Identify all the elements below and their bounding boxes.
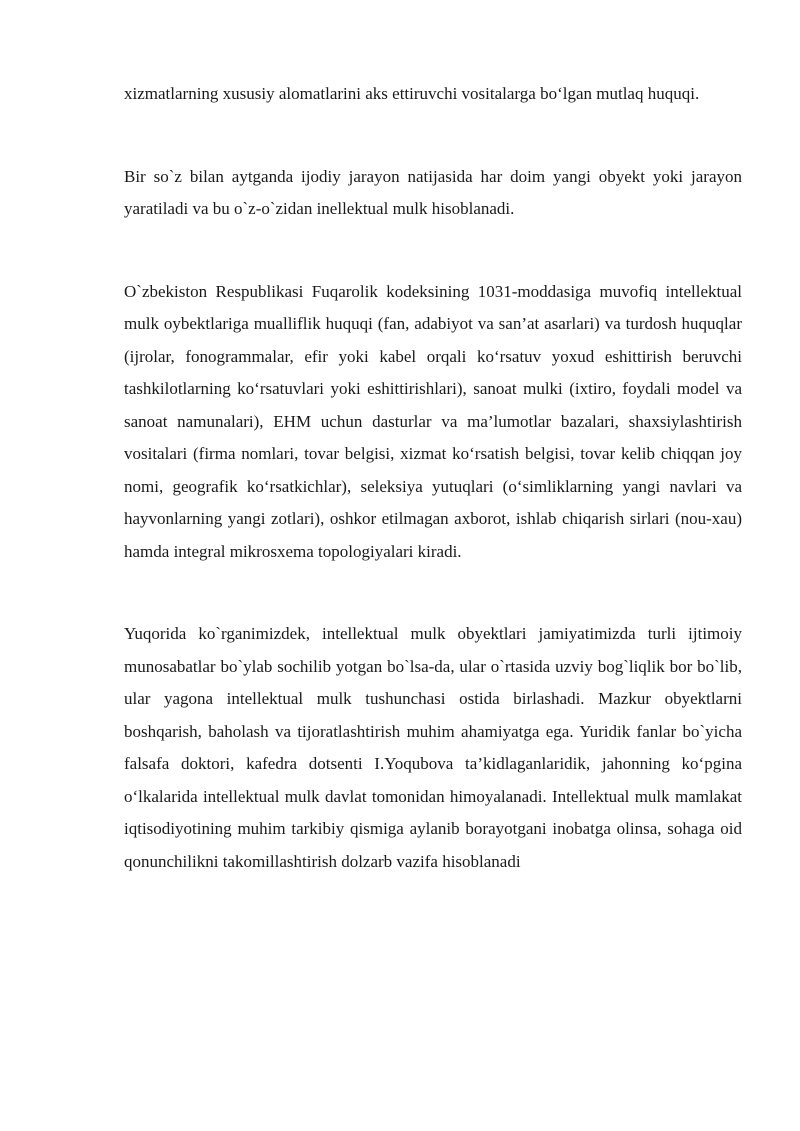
paragraph-1: xizmatlarning xususiy alomatlarini aks ettiruvchi vositalarga bo‘lgan mutlaq huquqi. <box>124 84 700 103</box>
paragraph-2: Bir so`z bilan aytganda ijodiy jarayon natijasida har doim yangi obyekt yoki jarayon yaratiladi va bu o`z-o`zidan inellektual mulk hisoblanadi. <box>124 166 742 218</box>
document-page <box>124 78 742 928</box>
paragraph-3: O`zbekiston Respublikasi Fuqarolik kodeksining 1031-moddasiga muvofiq intellektual mulk oybektlariga mualliflik huquqi (fan, adabiyot va san’at asarlari) va turdosh huquqlar (ijrolar, fonogrammalar, efir yoki kabel orqali ko‘rsatuv yoxud eshittirish beruvchi tashkilotlarning ko‘rsatuvlari yoki eshittirishlari), sanoat mulki (ixtiro, foydali model va sanoat namunalari), EHM uchun dasturlar va ma’lumotlar bazalari, shaxsiylashtirish vositalari (firma nomlari, tovar belgisi, xizmat ko‘rsatish belgisi, tovar kelib chiqqan joy nomi, geografik ko‘rsatkichlar), seleksiya yutuqlari (o‘simliklarning yangi navlari va hayvonlarning yangi zotlari), oshkor etilmagan axborot, ishlab chiqarish sirlari (nou-xau) hamda integral mikrosxema topologiyalari kiradi. <box>124 281 742 561</box>
paragraph-4: Yuqorida ko`rganimizdek, intellektual mulk obyektlari jamiyatimizda turli ijtimoiy munosabatlar bo`ylab sochilib yotgan bo`lsa-da, ular o`rtasida uzviy bog`liqlik bor bo`lib, ular yagona intellektual mulk tushunchasi ostida birlashadi. Mazkur obyektlarni boshqarish, baholash va tijoratlashtirish muhim ahamiyatga ega. Yuridik fanlar bo`yicha falsafa doktori, kafedra dotsenti I.Yoqubova ta’kidlaganlaridik, jahonning ko‘pgina o‘lkalarida intellektual mulk davlat tomonidan himoyalanadi. Intellektual mulk mamlakat iqtisodiyotining muhim tarkibiy qismiga aylanib borayotgani inobatga olinsa, sohaga oid qonunchilikni takomillashtirish dolzarb vazifa hisoblanadi <box>124 624 742 871</box>
